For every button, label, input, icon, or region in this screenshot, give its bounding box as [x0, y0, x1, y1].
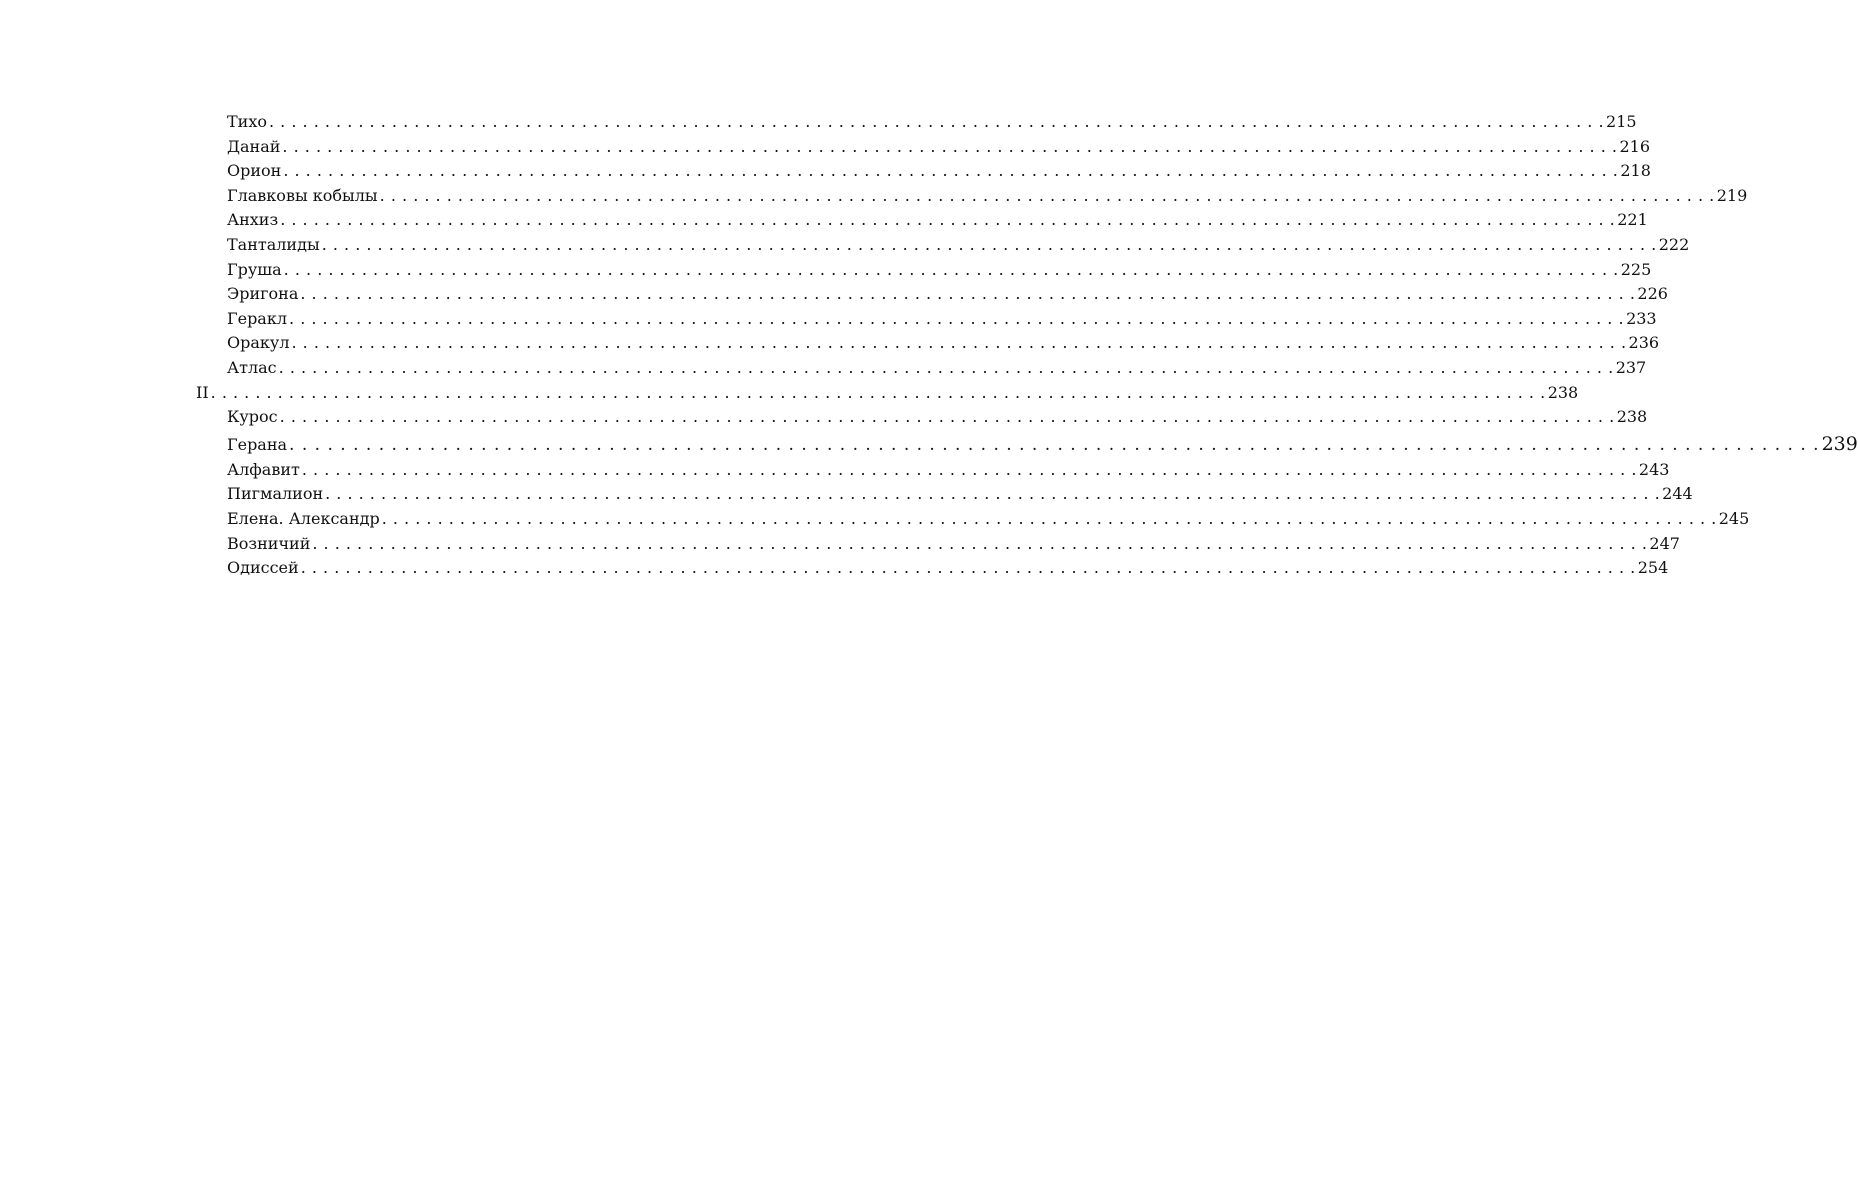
table-of-contents	[196, 110, 1858, 581]
toc-entry-title: Танталиды	[227, 234, 320, 254]
dot-leader: . . . . . . . . . . . . . . . . . . . . . . . . . . . . . . . . . . . . . . . . . . . . . . . . . . . . . . . . . . . . . . . . . . . . . . . . . . . . . . . . . . . . . . . . . . . . . . . . . . . . . . . . . . . . . . . . . . . . . . . .	[300, 284, 1636, 304]
dot-leader: . . . . . . . . . . . . . . . . . . . . . . . . . . . . . . . . . . . . . . . . . . . . . . . . . . . . . . . . . . . . . . . . . . . . . . . . . . . . . . . . . . . . . . . . . . . . . . . . . . . . . . . . . . . . . . . . . . . . . . . .	[279, 407, 1615, 427]
dot-leader: . . . . . . . . . . . . . . . . . . . . . . . . . . . . . . . . . . . . . . . . . . . . . . . . . . . . . . . . . . . . . . . . . . . . . . . . . . . . . . . . . . . . . . . . . . . . . . . . . . . . . . . . . . . . . . . . . . . . . . . .	[381, 508, 1717, 528]
toc-entry-page: 219	[1716, 185, 1748, 205]
dot-leader: . . . . . . . . . . . . . . . . . . . . . . . . . . . . . . . . . . . . . . . . . . . . . . . . . . . . . . . . . . . . . . . . . . . . . . . . . . . . . . . . . . . . . . . . . . . . . . . . . . . . . . . . . . . . . . . . . . . . . . . .	[283, 161, 1619, 181]
toc-entry	[196, 532, 1680, 557]
dot-leader: . . . . . . . . . . . . . . . . . . . . . . . . . . . . . . . . . . . . . . . . . . . . . . . . . . . . . . . . . . . . . . . . . . . . . . . . . . . . . . . . . . . . . . . . . . . . . . . . . . . . . . . . . . . . . . . . . . . . . . . .	[379, 185, 1715, 205]
toc-entry-page: 225	[1620, 259, 1652, 279]
toc-entry-title: Алфавит	[227, 459, 300, 479]
toc-entry-title: Оракул	[227, 333, 290, 353]
dot-leader: . . . . . . . . . . . . . . . . . . . . . . . . . . . . . . . . . . . . . . . . . . . . . . . . . . . . . . . . . . . . . . . . . . . . . . . . . . . . . . . . . . . . . . . . . . . . . . . . . . . . . . . . . . . . . . . . . . . . . . . .	[321, 234, 1657, 254]
toc-entry-page: 238	[1547, 382, 1579, 402]
dot-leader: . . . . . . . . . . . . . . . . . . . . . . . . . . . . . . . . . . . . . . . . . . . . . . . . . . . . . . . . . . . . . . . . . . . . . . . . . . . . . . . . . . . . . . . . . . . . . . . . . . . . . . . . . . . . . . . . . . . . . . . .	[283, 259, 1619, 279]
toc-entry	[196, 556, 1669, 581]
toc-entry	[196, 233, 1690, 258]
toc-part-entry	[196, 381, 1579, 406]
toc-entry-title: Герана	[227, 434, 288, 454]
toc-entry-page: 238	[1616, 407, 1648, 427]
toc-entry-title: Груша	[227, 259, 282, 279]
toc-entry-title: Пигмалион	[227, 484, 324, 504]
toc-entry	[196, 405, 1648, 430]
toc-entry-page: 221	[1617, 210, 1648, 230]
toc-entry	[196, 184, 1748, 209]
toc-entry	[196, 331, 1660, 356]
toc-entry-page: 254	[1637, 558, 1669, 578]
toc-entry-page: 237	[1615, 357, 1647, 377]
toc-entry	[196, 356, 1647, 381]
toc-entry-page: 216	[1619, 136, 1651, 156]
toc-entry-title: Возничий	[227, 533, 311, 553]
toc-entry	[196, 135, 1651, 160]
toc-entry	[196, 430, 1858, 458]
toc-entry	[196, 258, 1652, 283]
toc-entry-page: 239	[1821, 432, 1858, 455]
toc-entry-title: Елена. Александр	[227, 508, 380, 528]
toc-entry-title: Анхиз	[227, 210, 279, 230]
toc-entry-page: 222	[1658, 234, 1690, 254]
toc-entry-page: 233	[1626, 308, 1657, 328]
toc-entry	[196, 307, 1657, 332]
toc-entry	[196, 482, 1693, 507]
toc-entry-page: 218	[1620, 161, 1651, 181]
toc-entry-page: 244	[1662, 484, 1693, 504]
toc-entry-title: Одиссей	[227, 558, 299, 578]
toc-entry-title: Данай	[227, 136, 281, 156]
toc-entry	[196, 159, 1651, 184]
toc-entry-page: 247	[1649, 533, 1680, 553]
dot-leader: . . . . . . . . . . . . . . . . . . . . . . . . . . . . . . . . . . . . . . . . . . . . . . . . . . . . . . . . . . . . . . . . . . . . . . . . . . . . . . . . . . . . . . . . . . . . . . . . . . . . . . . . . . . . . . . . . . . . . . . .	[289, 308, 1625, 328]
toc-entry	[196, 507, 1750, 532]
dot-leader: . . . . . . . . . . . . . . . . . . . . . . . . . . . . . . . . . . . . . . . . . . . . . . . . . . . . . . . . . . . . . . . . . . . . . . . . . . . . . . . . . . . . . . . . . . . . . . . . . . . . . . . . . . . . . . . . . . . . . . . .	[210, 382, 1546, 402]
dot-leader: . . . . . . . . . . . . . . . . . . . . . . . . . . . . . . . . . . . . . . . . . . . . . . . . . . . . . . . . . . . . . . . . . . . . . . . . . . . . . . . . . . . . . . . . . . . . . . . . . . . . . . . . . . . . . . . . . . . . . . . .	[282, 136, 1618, 156]
toc-entry-page: 215	[1606, 112, 1637, 131]
toc-entry-page: 245	[1718, 508, 1750, 528]
toc-part-title: II	[196, 382, 209, 402]
toc-entry-title: Геракл	[227, 308, 288, 328]
toc-entry-page: 243	[1638, 459, 1670, 479]
toc-entry	[196, 458, 1670, 483]
toc-entry-title: Эригона	[227, 284, 299, 304]
dot-leader: . . . . . . . . . . . . . . . . . . . . . . . . . . . . . . . . . . . . . . . . . . . . . . . . . . . . . . . . . . . . . . . . . . . . . . . . . . . . . . . . . . . . . . . . . . . . . . . . . . . . . . . . . . . . . . . . . . . . . . . .	[269, 112, 1605, 131]
dot-leader: . . . . . . . . . . . . . . . . . . . . . . . . . . . . . . . . . . . . . . . . . . . . . . . . . . . . . . . . . . . . . . . . . . . . . . . . . . . . . . . . . . . . . . . . . . . . . . . . . . . . . . . . . . . . . . . . . . . . . . . .	[278, 357, 1614, 377]
toc-entry	[196, 282, 1668, 307]
dot-leader: . . . . . . . . . . . . . . . . . . . . . . . . . . . . . . . . . . . . . . . . . . . . . . . . . . . . . . . . . . . . . . . . . . . . . . . . . . . . . . . . . . . . . . . . . . . . . . . . . . . . . . . . . . . . . . . . . . . . . . . .	[312, 533, 1648, 553]
toc-entry	[196, 110, 1637, 135]
toc-entry	[196, 208, 1648, 233]
toc-entry-title: Главковы кобылы	[227, 185, 378, 205]
dot-leader: . . . . . . . . . . . . . . . . . . . . . . . . . . . . . . . . . . . . . . . . . . . . . . . . . . . . . . . . . . . . . . . . . . . . . . . . . . . . . . . . . . . . . . . . . . . . . . . . . . . . . . . . . . . . . . . . . . . . . . . .	[291, 333, 1627, 353]
dot-leader: . . . . . . . . . . . . . . . . . . . . . . . . . . . . . . . . . . . . . . . . . . . . . . . . . . . . . . . . . . . . . . . . . . . . . . . . . . . . . . . . . . . . . . . . . . . . . . . . . . . . . . . . . . . . . . . . . . . . . . . .	[300, 558, 1636, 578]
dot-leader: . . . . . . . . . . . . . . . . . . . . . . . . . . . . . . . . . . . . . . . . . . . . . . . . . . . . . . . . . . . . . . . . . . . . . . . . . . . . . . . . . . . . . . . . . . . . . . . . . . . . . . . . . . . . . . . . . . . . . . . .	[289, 434, 1820, 455]
toc-entry-title: Атлас	[227, 357, 277, 377]
dot-leader: . . . . . . . . . . . . . . . . . . . . . . . . . . . . . . . . . . . . . . . . . . . . . . . . . . . . . . . . . . . . . . . . . . . . . . . . . . . . . . . . . . . . . . . . . . . . . . . . . . . . . . . . . . . . . . . . . . . . . . . .	[280, 210, 1616, 230]
toc-entry-page: 236	[1628, 333, 1660, 353]
dot-leader: . . . . . . . . . . . . . . . . . . . . . . . . . . . . . . . . . . . . . . . . . . . . . . . . . . . . . . . . . . . . . . . . . . . . . . . . . . . . . . . . . . . . . . . . . . . . . . . . . . . . . . . . . . . . . . . . . . . . . . . .	[301, 459, 1637, 479]
toc-entry-title: Орион	[227, 161, 282, 181]
toc-entry-title: Тихо	[227, 112, 267, 131]
dot-leader: . . . . . . . . . . . . . . . . . . . . . . . . . . . . . . . . . . . . . . . . . . . . . . . . . . . . . . . . . . . . . . . . . . . . . . . . . . . . . . . . . . . . . . . . . . . . . . . . . . . . . . . . . . . . . . . . . . . . . . . .	[325, 484, 1661, 504]
toc-entry-page: 226	[1637, 284, 1668, 304]
toc-entry-title: Курос	[227, 407, 278, 427]
